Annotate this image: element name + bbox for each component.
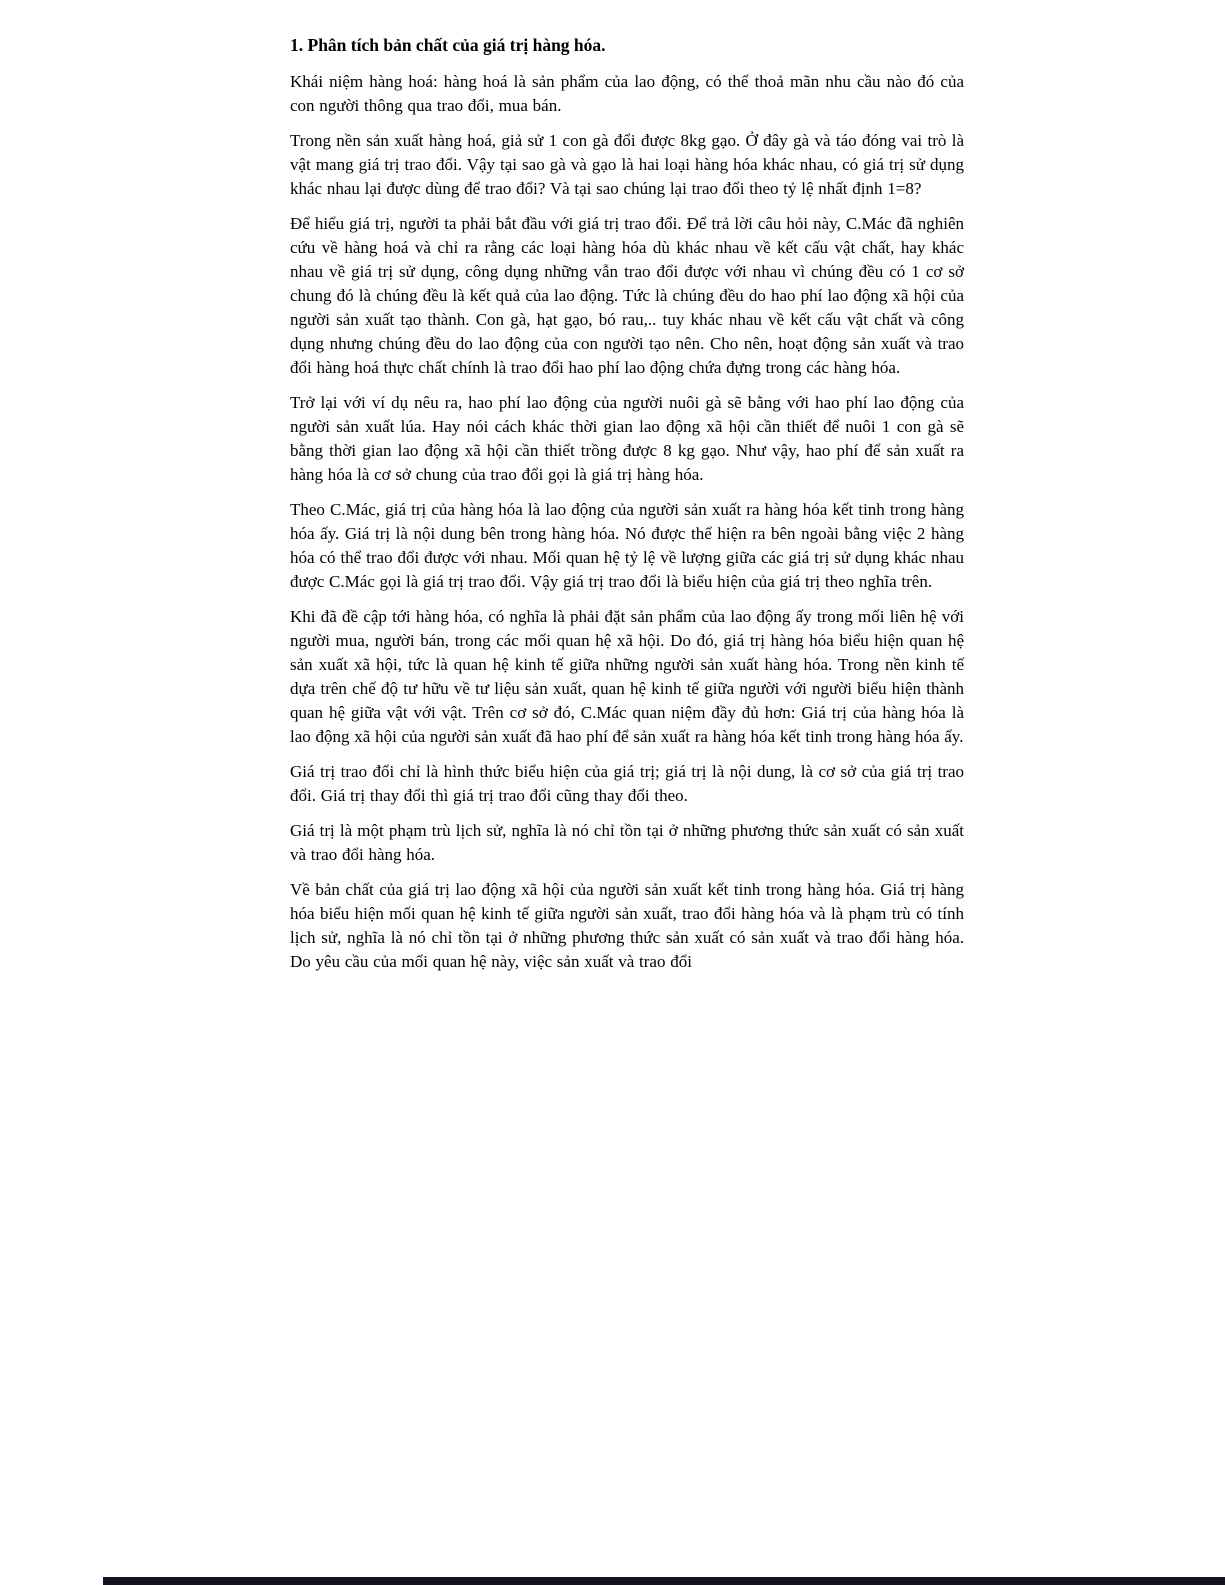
- document-paragraph: Khi đã đề cập tới hàng hóa, có nghĩa là phải đặt sản phẩm của lao động ấy trong mối liên hệ với người mua, người bán, trong các mối quan hệ xã hội. Do đó, giá trị hàng hóa biểu hiện quan hệ sản xuất xã hội, tức là quan hệ kinh tế giữa những người sản xuất hàng hóa. Trong nền kinh tế dựa trên chế độ tư hữu về tư liệu sản xuất, quan hệ kinh tế giữa người với người biểu hiện thành quan hệ giữa vật với vật. Trên cơ sở đó, C.Mác quan niệm đầy đủ hơn: Giá trị của hàng hóa là lao động xã hội của người sản xuất đã hao phí để sản xuất ra hàng hóa kết tinh trong hàng hóa ấy.: [290, 607, 964, 746]
- document-paragraph: Về bản chất của giá trị lao động xã hội của người sản xuất kết tinh trong hàng hóa. Giá trị hàng hóa biểu hiện mối quan hệ kinh tế giữa người sản xuất, trao đổi hàng hóa và là phạm trù có tính lịch sử, nghĩa là nó chỉ tồn tại ở những phương thức sản xuất có sản xuất và trao đổi hàng hóa. Do yêu cầu của mối quan hệ này, việc sản xuất và trao đổi: [290, 880, 964, 971]
- document-paragraph: Khái niệm hàng hoá: hàng hoá là sản phẩm của lao động, có thể thoả mãn nhu cầu nào đó của con người thông qua trao đổi, mua bán.: [290, 72, 964, 115]
- document-heading: 1. Phân tích bản chất của giá trị hàng hóa.: [290, 35, 606, 55]
- document-page: [290, 33, 964, 985]
- document-paragraph: Giá trị là một phạm trù lịch sử, nghĩa là nó chỉ tồn tại ở những phương thức sản xuất có sản xuất và trao đổi hàng hóa.: [290, 821, 964, 864]
- document-paragraph: Giá trị trao đổi chỉ là hình thức biểu hiện của giá trị; giá trị là nội dung, là cơ sở của giá trị trao đổi. Giá trị thay đổi thì giá trị trao đổi cũng thay đổi theo.: [290, 762, 964, 805]
- document-paragraph: Theo C.Mác, giá trị của hàng hóa là lao động của người sản xuất ra hàng hóa kết tinh trong hàng hóa ấy. Giá trị là nội dung bên trong hàng hóa. Nó được thể hiện ra bên ngoài bằng việc 2 hàng hóa có thể trao đổi được với nhau. Mối quan hệ tỷ lệ về lượng giữa các giá trị sử dụng khác nhau được C.Mác gọi là giá trị trao đổi. Vậy giá trị trao đổi là biểu hiện của giá trị theo nghĩa trên.: [290, 500, 964, 591]
- document-paragraph: Trở lại với ví dụ nêu ra, hao phí lao động của người nuôi gà sẽ bằng với hao phí lao động của người sản xuất lúa. Hay nói cách khác thời gian lao động xã hội cần thiết để nuôi 1 con gà sẽ bằng thời gian lao động xã hội cần thiết trồng được 8 kg gạo. Như vậy, hao phí để sản xuất ra hàng hóa là cơ sở chung của trao đổi gọi là giá trị hàng hóa.: [290, 393, 964, 484]
- next-page-top-edge: [103, 1577, 1225, 1585]
- document-paragraph: Trong nền sản xuất hàng hoá, giả sử 1 con gà đổi được 8kg gạo. Ở đây gà và táo đóng vai trò là vật mang giá trị trao đổi. Vậy tại sao gà và gạo là hai loại hàng hóa khác nhau, có giá trị sử dụng khác nhau lại được dùng để trao đổi? Và tại sao chúng lại trao đổi theo tỷ lệ nhất định 1=8?: [290, 131, 964, 198]
- document-paragraph: Để hiểu giá trị, người ta phải bắt đầu với giá trị trao đổi. Để trả lời câu hỏi này, C.Mác đã nghiên cứu về hàng hoá và chỉ ra rằng các loại hàng hóa dù khác nhau về kết cấu vật chất, hay khác nhau về giá trị sử dụng, công dụng những vẫn trao đổi được với nhau vì chúng đều có 1 cơ sở chung đó là chúng đều là kết quả của lao động. Tức là chúng đều do hao phí lao động xã hội của người sản xuất tạo thành. Con gà, hạt gạo, bó rau,.. tuy khác nhau về kết cấu vật chất và công dụng nhưng chúng đều do lao động của con người tạo nên. Cho nên, hoạt động sản xuất và trao đổi hàng hoá thực chất chính là trao đổi hao phí lao động chứa đựng trong các hàng hóa.: [290, 214, 964, 377]
